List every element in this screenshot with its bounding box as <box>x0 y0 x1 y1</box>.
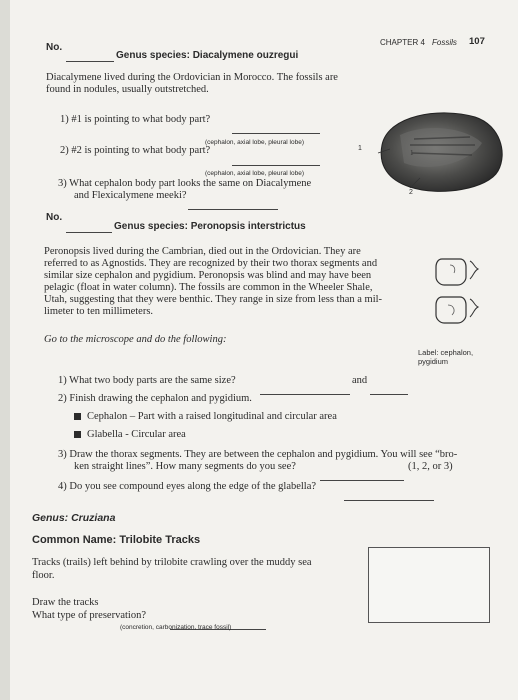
specimen1-no-blank[interactable] <box>66 51 114 62</box>
specimen1-q3-line2: and Flexicalymene meeki? <box>74 190 187 201</box>
specimen2-q2: 2) Finish drawing the cephalon and pygidium. <box>58 393 252 404</box>
specimen1-intro-line2: found in nodules, usually outstretched. <box>46 84 209 95</box>
specimen2-no-blank[interactable] <box>66 222 112 233</box>
bullet-square-icon <box>74 431 81 438</box>
pygidium-outline <box>436 297 466 323</box>
specimen1-q1-hint: (cephalon, axial lobe, pleural lobe) <box>205 139 305 146</box>
specimen2-no-label: No. <box>46 212 63 223</box>
specimen3-common-name: Common Name: Trilobite Tracks <box>32 534 201 546</box>
specimen1-q2-hint: (cephalon, axial lobe, pleural lobe) <box>205 170 305 177</box>
specimen1-q3-line1: 3) What cephalon body part looks the same on Diacalymene <box>58 178 312 189</box>
label-note-line2: pygidium <box>418 357 449 366</box>
specimen1-no-label: No. <box>46 42 63 53</box>
specimen2-q1-blank-2[interactable] <box>370 384 408 395</box>
specimen2-q3-blank[interactable] <box>320 470 404 481</box>
label-note-line1: Label: cephalon, <box>418 348 474 357</box>
fossil-label-2-text: 2 <box>409 189 413 196</box>
specimen2-para-2: referred to as Agnostids. They are recognized by their two thorax segments and <box>44 258 378 269</box>
specimen2-bullet-1: Cephalon – Part with a raised longitudinal and circular area <box>74 411 337 424</box>
section-label: Fossils <box>432 38 457 47</box>
fossil-label-1-text: 1 <box>358 145 362 152</box>
agnostid-outline-drawing <box>434 255 494 327</box>
fossil-pointer-2 <box>408 176 424 190</box>
specimen1-title: Genus species: Diacalymene ouzregui <box>116 50 299 61</box>
specimen2-para-5: Utah, suggesting that they were benthic. They range in size from less than a mil- <box>44 294 383 305</box>
specimen2-bullet-2: Glabella - Circular area <box>74 429 186 442</box>
specimen1-q2: 2) #2 is pointing to what body part? <box>60 145 211 156</box>
specimen3-draw-instruction: Draw the tracks <box>32 597 99 608</box>
trilobite-fossil-photo <box>370 105 510 200</box>
specimen2-q1-blank-1[interactable] <box>260 384 350 395</box>
bullet-square-icon <box>74 413 81 420</box>
specimen2-q1: 1) What two body parts are the same size? <box>58 375 236 386</box>
fossil-label-1: 1 <box>410 149 414 157</box>
specimen2-instruction: Go to the microscope and do the following: <box>44 334 227 345</box>
specimen2-q3-line2: ken straight lines”. How many segments do you see? <box>74 461 296 472</box>
chapter-label: CHAPTER 4 <box>380 38 425 47</box>
specimen2-title: Genus species: Peronopsis interstrictus <box>114 221 306 232</box>
worksheet-page <box>10 0 518 700</box>
specimen2-q3-hint: (1, 2, or 3) <box>408 461 453 472</box>
specimen1-q2-blank[interactable] <box>232 155 320 166</box>
cephalon-outline <box>436 259 466 285</box>
specimen3-desc-line2: floor. <box>32 570 55 581</box>
specimen2-para-1: Peronopsis lived during the Cambrian, died out in the Ordovician. They are <box>44 246 361 257</box>
specimen2-para-3: similar size cephalon and pygidium. Peronopsis was blind and may have been <box>44 270 372 281</box>
page-number: 107 <box>469 36 485 47</box>
specimen1-q1-blank[interactable] <box>232 123 320 134</box>
specimen3-preservation-question: What type of preservation? <box>32 610 146 621</box>
specimen1-q3-blank[interactable] <box>188 199 278 210</box>
specimen1-intro-line1: Diacalymene lived during the Ordovician in Morocco. The fossils are <box>46 72 338 83</box>
specimen2-para-6: limeter to ten millimeters. <box>44 306 154 317</box>
specimen2-q4: 4) Do you see compound eyes along the edge of the glabella? <box>58 481 317 492</box>
specimen2-para-4: pelagic (float in water column). The fossils are common in the Wheeler Shale, <box>44 282 373 293</box>
specimen1-q1: 1) #1 is pointing to what body part? <box>60 114 211 125</box>
specimen2-q4-blank[interactable] <box>344 490 434 501</box>
specimen3-preservation-hint: (concretion, carbonization, trace fossil) <box>120 624 232 631</box>
specimen3-desc-line1: Tracks (trails) left behind by trilobite crawling over the muddy sea <box>32 557 312 568</box>
specimen2-q1-and: and <box>352 375 368 386</box>
specimen2-q3-line1: 3) Draw the thorax segments. They are between the cephalon and pygidium. You will see “bro- <box>58 449 458 460</box>
specimen3-genus: Genus: Cruziana <box>32 512 116 524</box>
track-drawing-box[interactable] <box>368 547 490 623</box>
